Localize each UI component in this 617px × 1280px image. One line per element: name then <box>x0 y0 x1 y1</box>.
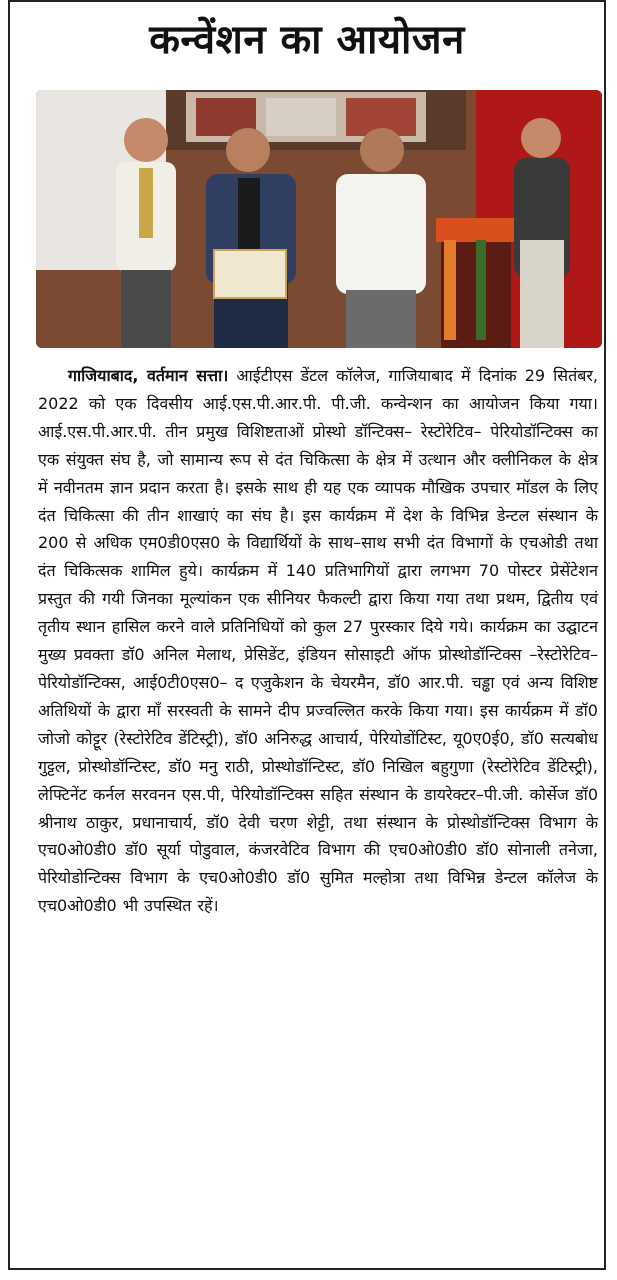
photo-award-ceremony <box>36 90 602 348</box>
headline: कन्वेंशन का आयोजन <box>149 17 465 63</box>
dateline: गाजियाबाद, वर्तमान सत्ता। <box>68 366 229 385</box>
photo-award-ceremony-icon <box>36 90 602 348</box>
article-body <box>38 362 598 920</box>
news-clipping <box>8 0 606 1270</box>
article-text: आईटीएस डेंटल कॉलेज, गाजियाबाद में दिनांक 29 सितंबर, 2022 को एक दिवसीय आई.एस.पी.आर.पी. पी.जी. कन्वेन्शन का आयोजन किया गया। आई.एस.पी.आर.पी. तीन प्रमुख विशिष्टताओं प्रोस्थो डॉन्टिक्स– रेस्टोरेटिव– पेरियोडॉन्टिक्स का एक संयुक्त संघ है, जो सामान्य रूप से दंत चिकित्सा के क्षेत्र में उत्थान और क्लीनिकल के क्षेत्र में नवीनतम ज्ञान प्रदान करता है। इसके साथ ही यह एक व्यापक मौखिक उपचार मॉडल के लिए दंत चिकित्सा की तीन शाखाएं का संघ है। इस कार्यक्रम में देश के विभिन्न डेन्टल संस्थान के 200 से अधिक एम0डी0एस0 के विद्यार्थियों के साथ–साथ सभी दंत विभागों के एचओडी तथा दंत चिकित्सक शामिल हुये। कार्यक्रम में 140 प्रतिभागियों द्वारा लगभग 70 पोस्टर प्रेसेंटेशन प्रस्तुत की गयी जिनका मूल्यांकन एक सीनियर फैकल्टी द्वारा किया गया तथा प्रथम, द्वितीय एवं तृतीय स्थान हासिल करने वाले प्रतिनिधियों को कुल 27 पुरस्कार दिये गये। कार्यक्रम का उद्घाटन मुख्य प्रवक्ता डॉ0 अनिल मेलाथ, प्रेसिडेंट, इंडियन सोसाइटी ऑफ प्रोस्थोडॉन्टिक्स –रेस्टोरेटिव– पेरियोडॉन्टिक्स, आई0टी0एस0– द एजुकेशन के चेयरमैन, डॉ0 आर.पी. चड्ढा एवं अन्य विशिष्ट अतिथियों के द्वारा माँ सरस्वती के सामने दीप प्रज्वल्लित करके किया गया। इस कार्यक्रम में डॉ0 जोजो कोट्टूर (रेस्टोरेटिव डेंटिस्ट्री), डॉ0 अनिरुद्ध आचार्य, पेरियोडोंटिस्ट, यू0ए0ई0, डॉ0 सत्यबोध गुट्टल, प्रोस्थोडॉन्टिस्ट, डॉ0 मनु राठी, प्रोस्थोडॉन्टिस्ट, डॉ0 निखिल बहुगुणा (रेस्टोरेटिव डेंटिस्ट्री), लेफ्टिनेंट कर्नल सरवनन एस.पी, पेरियोडॉन्टिक्स सहित संस्थान के डायरेक्टर–पी.जी. कोर्सेज डॉ0 श्रीनाथ ठाकुर, प्रधानाचार्य, डॉ0 देवी चरण शेट्टी, तथा संस्थान के प्रोस्थोडॉन्टिक्स विभाग के एच0ओ0डी0 डॉ0 सूर्या पोडुवाल, कंजरवेटिव विभाग की एच0ओ0डी0 डॉ0 सोनाली तनेजा, पेरियोडोन्टिक्स विभाग के एच0ओ0डी0 डॉ0 सुमित मल्होत्रा तथा विभिन्न डेन्टल कॉलेज के एच0ओ0डी0 भी उपस्थित रहें। <box>38 366 598 916</box>
